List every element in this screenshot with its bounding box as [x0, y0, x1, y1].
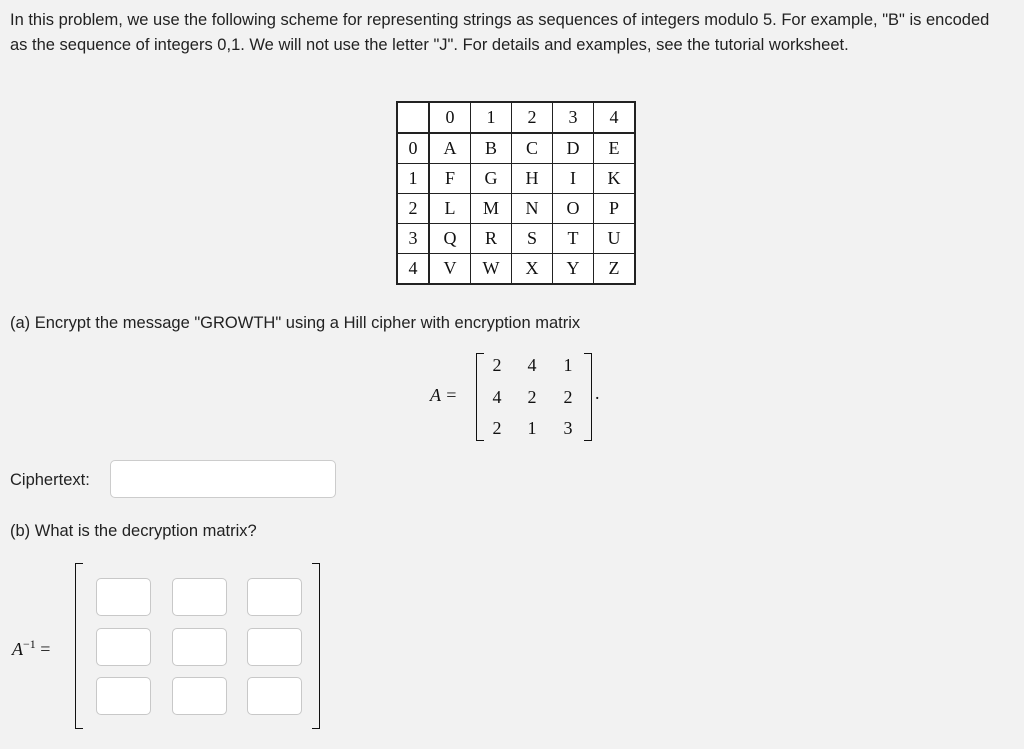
matrix-cell: 2	[563, 387, 573, 407]
inverse-matrix-input-r3c1[interactable]	[96, 677, 151, 715]
equals-sign: =	[40, 639, 51, 659]
part-b-question: (b) What is the decryption matrix?	[10, 522, 257, 540]
matrix-cell: 2	[492, 355, 502, 375]
table-cell: S	[512, 224, 553, 254]
col-header: 3	[553, 102, 594, 133]
inverse-matrix-input-r2c2[interactable]	[172, 628, 227, 666]
col-header: 2	[512, 102, 553, 133]
problem-statement: In this problem, we use the following scheme for representing strings as sequences of integers modulo 5. For example, "B" is encoded as the sequence of integers 0,1. We will not use the letter "J". For details and examples, see the tutorial worksheet.	[10, 11, 990, 54]
inverse-matrix-input-r1c3[interactable]	[247, 578, 302, 616]
table-cell: U	[594, 224, 636, 254]
table-cell: T	[553, 224, 594, 254]
matrix-cell: 4	[527, 355, 537, 375]
table-row	[397, 194, 635, 224]
table-cell: R	[471, 224, 512, 254]
col-header: 4	[594, 102, 636, 133]
inverse-exponent: −1	[23, 637, 36, 651]
table-cell: I	[553, 164, 594, 194]
col-header: 1	[471, 102, 512, 133]
table-row	[397, 254, 635, 285]
table-cell: O	[553, 194, 594, 224]
table-row	[397, 164, 635, 194]
table-cell: E	[594, 133, 636, 164]
table-cell: K	[594, 164, 636, 194]
matrix-cell: 3	[563, 418, 573, 438]
row-header: 4	[397, 254, 429, 285]
row-header: 0	[397, 133, 429, 164]
table-cell: F	[429, 164, 471, 194]
table-cell: H	[512, 164, 553, 194]
table-cell: W	[471, 254, 512, 285]
inverse-matrix-label	[12, 637, 50, 660]
row-header: 3	[397, 224, 429, 254]
matrix-cell: 1	[527, 418, 537, 438]
table-cell: P	[594, 194, 636, 224]
matrix-period: .	[595, 383, 600, 403]
matrix-cell: 2	[492, 418, 502, 438]
inverse-matrix-input-r1c2[interactable]	[172, 578, 227, 616]
matrix-cell: 4	[492, 387, 502, 407]
table-cell: Q	[429, 224, 471, 254]
inverse-matrix-input-r1c1[interactable]	[96, 578, 151, 616]
col-header: 0	[429, 102, 471, 133]
letter-encoding-table	[396, 101, 636, 285]
table-cell: A	[429, 133, 471, 164]
row-header: 2	[397, 194, 429, 224]
left-bracket	[75, 563, 83, 729]
right-bracket	[584, 353, 592, 441]
table-row	[397, 224, 635, 254]
table-cell: N	[512, 194, 553, 224]
matrix-symbol: A	[12, 639, 23, 659]
inverse-matrix-input-r3c3[interactable]	[247, 677, 302, 715]
matrix-cell: 2	[527, 387, 537, 407]
table-cell: M	[471, 194, 512, 224]
matrix-a-label: A =	[430, 385, 458, 405]
table-cell: G	[471, 164, 512, 194]
matrix-cell: 1	[563, 355, 573, 375]
inverse-matrix-input-r3c2[interactable]	[172, 677, 227, 715]
table-cell: X	[512, 254, 553, 285]
table-cell: C	[512, 133, 553, 164]
table-cell: V	[429, 254, 471, 285]
table-row	[397, 133, 635, 164]
table-cell: L	[429, 194, 471, 224]
ciphertext-label: Ciphertext:	[10, 471, 90, 489]
table-cell: Y	[553, 254, 594, 285]
table-corner	[397, 102, 429, 133]
inverse-matrix-input-r2c3[interactable]	[247, 628, 302, 666]
right-bracket	[312, 563, 320, 729]
part-a-question: (a) Encrypt the message "GROWTH" using a Hill cipher with encryption matrix	[10, 314, 581, 332]
table-cell: B	[471, 133, 512, 164]
row-header: 1	[397, 164, 429, 194]
table-cell: Z	[594, 254, 636, 285]
table-cell: D	[553, 133, 594, 164]
left-bracket	[476, 353, 484, 441]
table-header-row	[397, 102, 635, 133]
inverse-matrix-input-r2c1[interactable]	[96, 628, 151, 666]
ciphertext-input[interactable]	[110, 460, 336, 498]
